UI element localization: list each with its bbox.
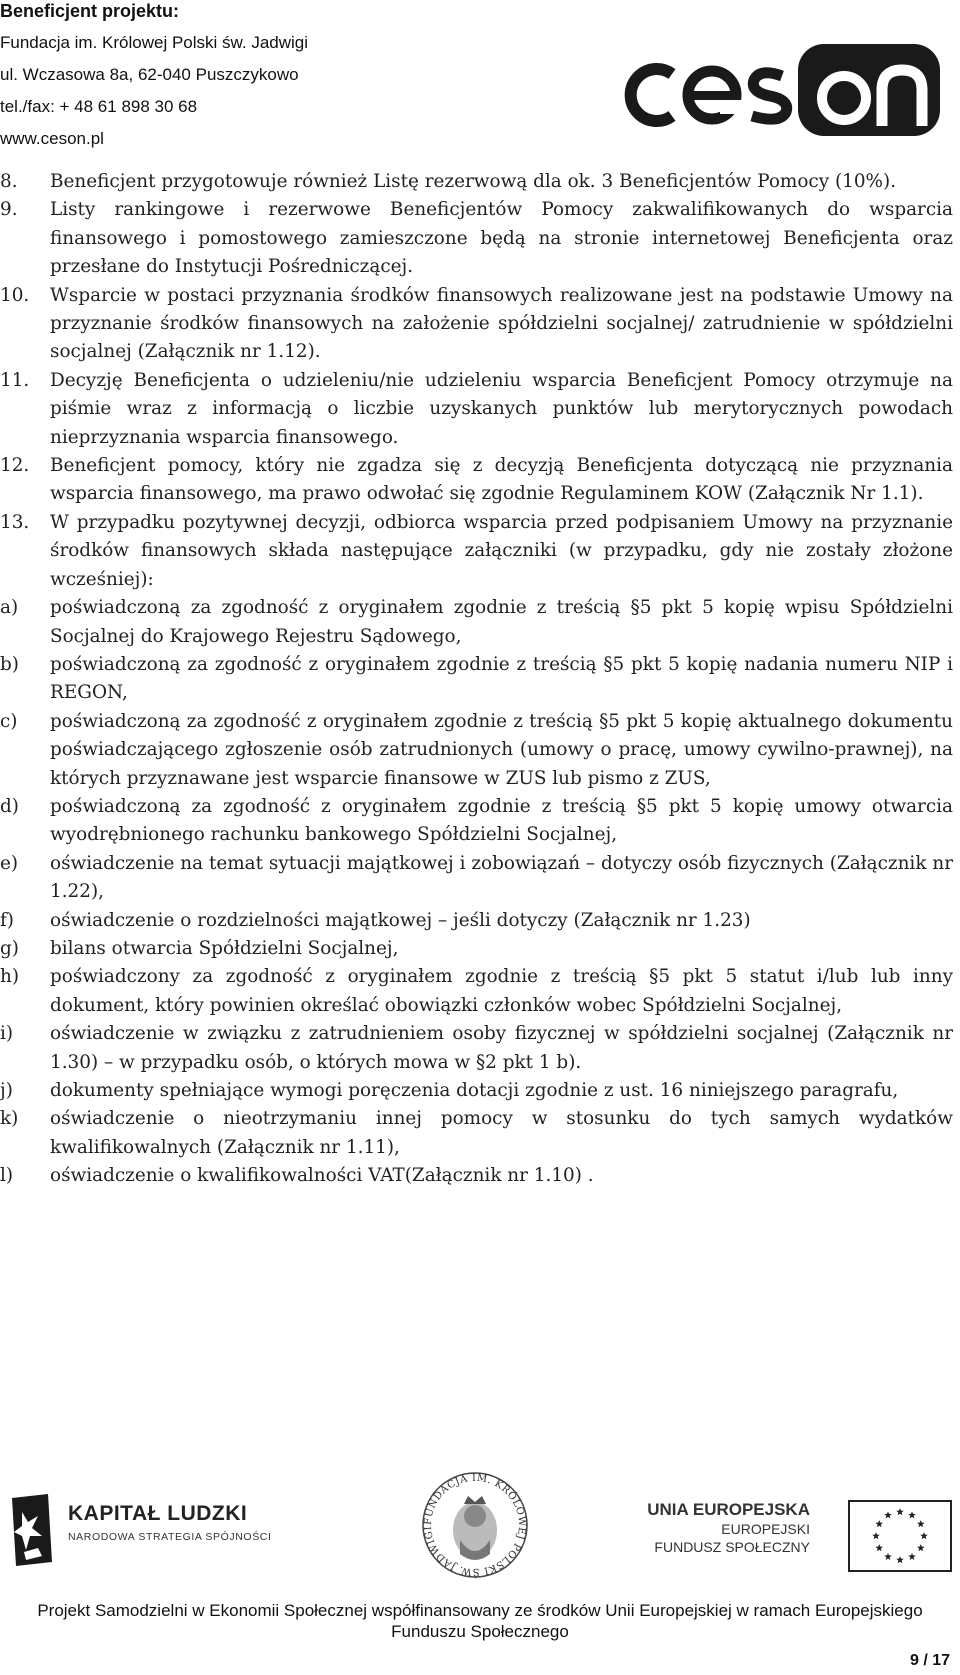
item-letter: c) <box>0 710 18 732</box>
list-item <box>0 651 953 708</box>
item-letter: g) <box>0 937 19 959</box>
item-text: Beneficjent pomocy, który nie zgadza się z decyzją Beneficjenta dotyczącą nie przyznania wsparcia finansowego, ma prawo odwołać się zgodnie Regulaminem KOW (Załącznik Nr 1.1). <box>50 455 953 505</box>
website-line: www.ceson.pl <box>0 129 104 148</box>
item-text: bilans otwarcia Spółdzielni Socjalnej, <box>50 937 399 959</box>
item-letter: b) <box>0 653 19 675</box>
list-item <box>0 1077 953 1105</box>
list-item <box>0 509 953 594</box>
foundation-seal-logo <box>420 1470 530 1580</box>
list-item <box>0 1105 953 1162</box>
list-item <box>0 168 953 196</box>
project-footer <box>0 1600 960 1642</box>
item-text: W przypadku pozytywnej decyzji, odbiorca wsparcia przed podpisaniem Umowy na przyznanie środków finansowych składa następujące załączniki (w przypadku, gdy nie zostały złożone wcześniej): <box>50 511 953 590</box>
list-item <box>0 793 953 850</box>
item-number: 9. <box>0 199 18 221</box>
item-text: poświadczony za zgodność z oryginałem zgodnie z treścią §5 pkt 5 statut i/lub lub inny dokument, który powinien określać obowiązki członków wobec Spółdzielni Socjalnej, <box>50 966 953 1016</box>
list-item <box>0 1020 953 1077</box>
list-item <box>0 282 953 367</box>
item-text: poświadczoną za zgodność z oryginałem zgodnie z treścią §5 pkt 5 kopię nadania numeru NIP i REGON, <box>50 653 953 704</box>
list-item <box>0 452 953 509</box>
item-number: 8. <box>0 171 18 192</box>
foundation-name: Fundacja im. Królowej Polski św. Jadwigi <box>0 33 309 52</box>
item-text: Wsparcie w postaci przyznania środków finansowych realizowane jest na podstawie Umowy na przyznanie środków finansowych na założenie spółdzielni socjalnej/ zatrudnienie w spółdzielni socjalnej (Załącznik nr 1.12). <box>50 284 953 363</box>
item-letter: a) <box>0 597 19 619</box>
item-letter: j) <box>0 1080 13 1101</box>
item-text: poświadczoną za zgodność z oryginałem zgodnie z treścią §5 pkt 5 kopię aktualnego dokumentu poświadczającego zgłoszenie osób zatrudnionych (umowy o pracę, umowy cywilno-prawnej), na których przyznawane jest wsparcie finansowe w ZUS lub pismo z ZUS, <box>50 710 953 789</box>
item-text: dokumenty spełniające wymogi poręczenia dotacji zgodnie z ust. 16 niniejszego paragrafu, <box>50 1080 899 1101</box>
item-text: oświadczenie o kwalifikowalności VAT(Załącznik nr 1.10) . <box>50 1165 594 1187</box>
project-text-line1: Projekt Samodzielni w Ekonomii Społecznej współfinansowany ze środków Unii Europejskiej w ramach Europejskiego <box>37 1601 923 1620</box>
item-text: Decyzję Beneficjenta o udzieleniu/nie udzieleniu wsparcia Beneficjent Pomocy otrzymuje na piśmie wraz z informacją o liczbie uzyskanych punktów lub merytorycznych powodach nieprzyznania wsparcia finansowego. <box>50 369 953 448</box>
list-item <box>0 963 953 1020</box>
item-text: poświadczoną za zgodność z oryginałem zgodnie z treścią §5 pkt 5 kopię umowy otwarcia wyodrębnionego rachunku bankowego Spółdzielni Socjalnej, <box>50 795 953 846</box>
eu-fund-line1: EUROPEJSKI <box>721 1521 810 1537</box>
item-text: Beneficjent przygotowuje również Listę rezerwową dla ok. 3 Beneficjentów Pomocy (10%). <box>50 171 897 192</box>
beneficiary-heading: Beneficjent projektu: <box>0 1 180 21</box>
list-item <box>0 850 953 907</box>
item-text: oświadczenie w związku z zatrudnieniem osoby fizycznej w spółdzielni socjalnej (Załącznik nr 1.30) – w przypadku osób, o których mowa w §2 pkt 1 b). <box>50 1023 953 1073</box>
item-letter: h) <box>0 966 20 988</box>
list-item <box>0 708 953 793</box>
item-letter: l) <box>0 1165 14 1187</box>
item-number: 10. <box>0 284 30 306</box>
item-text: poświadczoną za zgodność z oryginałem zgodnie z treścią §5 pkt 5 kopię wpisu Spółdzielni Socjalnej do Krajowego Rejestru Sądowego, <box>50 597 953 647</box>
list-item <box>0 1162 953 1190</box>
item-letter: d) <box>0 795 19 817</box>
list-item <box>0 935 953 963</box>
item-number: 12. <box>0 455 30 477</box>
list-item <box>0 196 953 281</box>
kapital-ludzki-title: KAPITAŁ LUDZKI <box>68 1502 248 1525</box>
item-text: oświadczenie o nieotrzymaniu innej pomocy w stosunku do tych samych wydatków kwalifikowalnych (Załącznik nr 1.11), <box>50 1108 953 1158</box>
kapital-ludzki-subtitle: NARODOWA STRATEGIA SPÓJNOŚCI <box>68 1531 272 1543</box>
project-text-line2: Funduszu Społecznego <box>391 1622 569 1641</box>
item-text: oświadczenie na temat sytuacji majątkowej i zobowiązań – dotyczy osób fizycznych (Załącznik nr 1.22), <box>50 852 953 903</box>
item-letter: e) <box>0 852 19 874</box>
ceson-logo <box>620 40 945 140</box>
seal-inscription: FUNDACJA IM. KRÓLOWEJ POLSKI ŚW. JADWIGI <box>422 1472 528 1578</box>
address-line: ul. Wczasowa 8a, 62-040 Puszczykowo <box>0 65 299 84</box>
eu-text-block <box>647 1500 810 1556</box>
list-item <box>0 594 953 651</box>
eu-flag-icon <box>848 1500 952 1572</box>
phone-line: tel./fax: + 48 61 898 30 68 <box>0 97 198 116</box>
eu-fund-line2: FUNDUSZ SPOŁECZNY <box>654 1539 810 1555</box>
item-number: 13. <box>0 511 30 533</box>
item-number: 11. <box>0 369 30 391</box>
item-text: Listy rankingowe i rezerwowe Beneficjentów Pomocy zakwalifikowanych do wsparcia finansowego i pomostowego zamieszczone będą na stronie internetowej Beneficjenta oraz przesłane do Instytucji Pośredniczącej. <box>50 199 953 278</box>
footer-logos <box>0 1470 960 1590</box>
document-body <box>0 168 953 1191</box>
eu-title: UNIA EUROPEJSKA <box>647 1500 810 1519</box>
item-letter: k) <box>0 1108 19 1130</box>
item-letter: i) <box>0 1023 14 1045</box>
list-item <box>0 907 953 935</box>
item-letter: f) <box>0 909 14 931</box>
logo-text: ceson <box>620 40 623 41</box>
page-number: 9 / 17 <box>909 1652 950 1669</box>
item-text: oświadczenie o rozdzielności majątkowej – jeśli dotyczy (Załącznik nr 1.23) <box>50 909 751 931</box>
list-item <box>0 367 953 452</box>
